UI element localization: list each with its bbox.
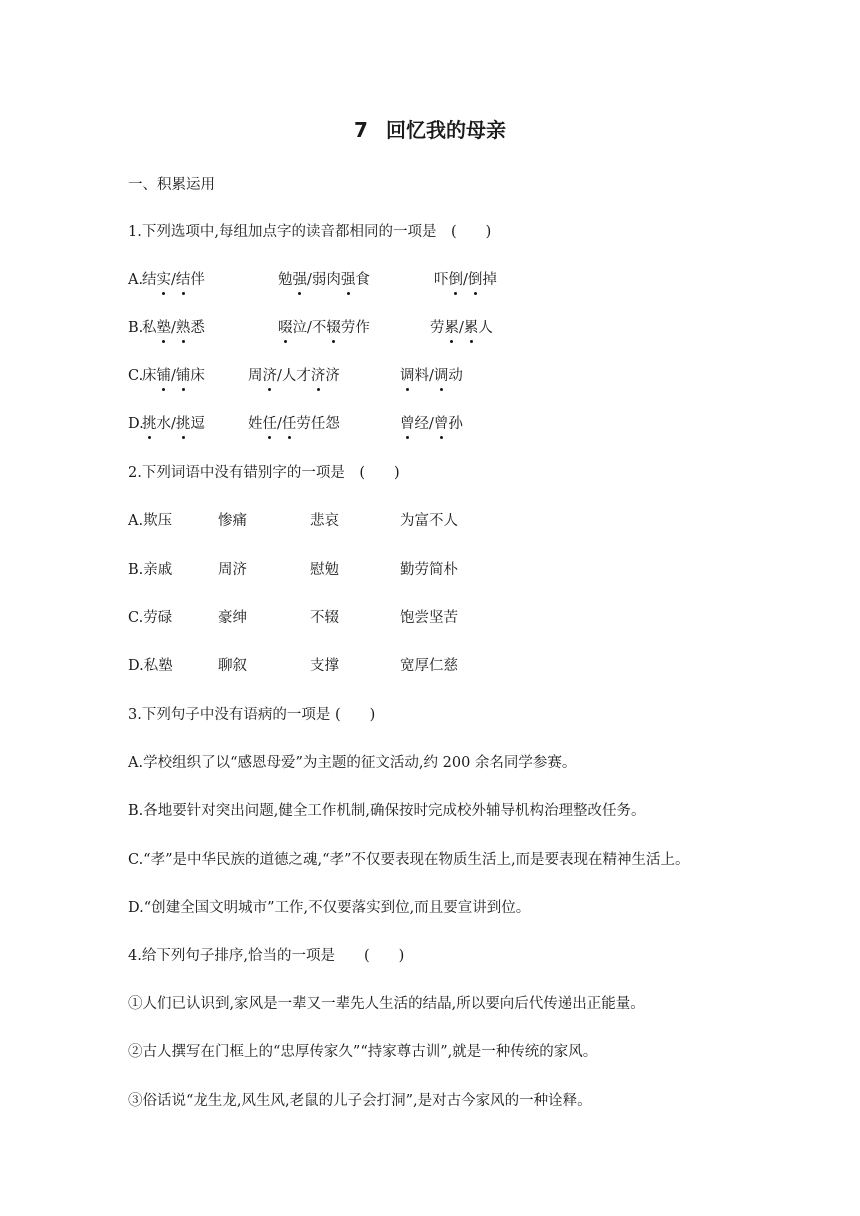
dotted-character: 曾 xyxy=(433,416,449,432)
question-1-stem: 1.下列选项中,每组加点字的读音都相同的一项是 ( ) xyxy=(128,224,492,240)
dotted-character: 铺 xyxy=(175,368,191,384)
option-word xyxy=(310,560,339,580)
word-pair-group xyxy=(400,414,463,434)
word-text: 饱尝坚苦 xyxy=(400,610,458,626)
option-label: A. xyxy=(128,272,144,288)
text-segment: 料/ xyxy=(414,368,434,384)
dotted-character: 任 xyxy=(262,416,277,432)
text-segment: / xyxy=(171,320,176,336)
option-word xyxy=(218,608,247,628)
option-word xyxy=(128,608,172,628)
word-pair-group xyxy=(278,270,370,290)
page-title xyxy=(0,116,860,144)
word-pair-group xyxy=(430,318,493,338)
dotted-character: 调 xyxy=(400,368,415,384)
dotted-character: 挑 xyxy=(175,416,191,432)
text-segment: /人才 xyxy=(277,368,311,384)
question-3-option-b: B.各地要针对突出问题,健全工作机制,确保按时完成校外辅导机构治理整改任务。 xyxy=(128,803,646,819)
question-3-stem: 3.下列句子中没有语病的一项是 ( ) xyxy=(128,707,376,723)
dotted-character: 塾 xyxy=(156,320,171,336)
dotted-character: 倒 xyxy=(467,272,483,288)
word-text: 支撑 xyxy=(310,658,339,674)
word-pair-group xyxy=(278,318,370,338)
text-segment: 床 xyxy=(190,368,205,384)
word-text: 欺压 xyxy=(143,513,173,529)
text-segment: 结 xyxy=(142,272,157,288)
word-pair-group xyxy=(142,318,205,338)
word-pair-group xyxy=(142,366,205,386)
option-label: A. xyxy=(128,513,144,529)
option-label: D. xyxy=(128,658,144,674)
word-text: 为富不人 xyxy=(400,513,458,529)
text-segment: / xyxy=(459,320,464,336)
word-pair-group xyxy=(248,366,340,386)
dotted-character: 济 xyxy=(310,368,326,384)
text-segment: 济 xyxy=(325,368,340,384)
option-word xyxy=(128,511,172,531)
option-word xyxy=(218,560,247,580)
text-segment: 泣/不 xyxy=(292,320,327,336)
dotted-character: 实 xyxy=(156,272,171,288)
word-text: 勤劳简朴 xyxy=(400,562,458,578)
dotted-character: 累 xyxy=(463,320,479,336)
text-segment: 动 xyxy=(448,368,463,384)
dotted-character: 辍 xyxy=(326,320,341,336)
question-4-sentence-3: ③俗话说“龙生龙,风生风,老鼠的儿子会打洞”,是对古今家风的一种诠释。 xyxy=(128,1093,592,1109)
option-word xyxy=(128,656,173,676)
text-segment: 水/ xyxy=(156,416,176,432)
text-segment: 悉 xyxy=(190,320,205,336)
text-segment: / xyxy=(277,416,282,432)
text-segment: 伴 xyxy=(190,272,205,288)
option-word xyxy=(310,511,339,531)
word-text: 豪绅 xyxy=(218,610,247,626)
text-segment: 经/ xyxy=(414,416,434,432)
question-2-stem: 2.下列词语中没有错别字的一项是 ( ) xyxy=(128,465,400,481)
question-3-option-d: D.“创建全国文明城市”工作,不仅要落实到位,而且要宣讲到位。 xyxy=(128,900,531,916)
text-segment: 周 xyxy=(248,368,263,384)
text-segment: / xyxy=(463,272,468,288)
option-word xyxy=(310,656,339,676)
option-label: B. xyxy=(128,320,144,336)
text-segment: 人 xyxy=(478,320,493,336)
option-word xyxy=(218,511,247,531)
option-label: D. xyxy=(128,416,144,432)
option-label: B. xyxy=(128,562,144,578)
option-word xyxy=(128,560,172,580)
word-text: 悲哀 xyxy=(310,513,339,529)
question-3-option-a: A.学校组织了以“感恩母爱”为主题的征文活动,约 200 余名同学参赛。 xyxy=(128,755,577,771)
text-segment: 私 xyxy=(142,320,157,336)
word-pair-group xyxy=(142,270,205,290)
text-segment: 劳 xyxy=(430,320,445,336)
text-segment: 逗 xyxy=(190,416,205,432)
dotted-character: 调 xyxy=(433,368,449,384)
word-pair-group xyxy=(400,366,463,386)
dotted-character: 济 xyxy=(262,368,277,384)
word-text: 慰勉 xyxy=(310,562,339,578)
option-word xyxy=(400,511,458,531)
text-segment: /弱肉 xyxy=(307,272,341,288)
dotted-character: 倒 xyxy=(448,272,463,288)
option-label: C. xyxy=(128,368,144,384)
dotted-character: 强 xyxy=(340,272,356,288)
dotted-character: 结 xyxy=(175,272,191,288)
word-text: 聊叙 xyxy=(218,658,247,674)
option-word xyxy=(400,608,458,628)
dotted-character: 任 xyxy=(281,416,297,432)
word-text: 劳碌 xyxy=(143,610,173,626)
word-text: 宽厚仁慈 xyxy=(400,658,458,674)
word-text: 不辍 xyxy=(310,610,339,626)
dotted-character: 曾 xyxy=(400,416,415,432)
word-pair-group xyxy=(434,270,497,290)
option-word xyxy=(218,656,247,676)
text-segment: 床 xyxy=(142,368,157,384)
text-segment: 掉 xyxy=(482,272,497,288)
word-pair-group xyxy=(248,414,340,434)
text-segment: / xyxy=(171,272,176,288)
text-segment: 劳任怨 xyxy=(296,416,340,432)
dotted-character: 熟 xyxy=(175,320,191,336)
text-segment: 食 xyxy=(355,272,370,288)
option-label: C. xyxy=(128,610,144,626)
lesson-title: 回忆我的母亲 xyxy=(385,118,506,142)
question-4-sentence-1: ①人们已认识到,家风是一辈又一辈先人生活的结晶,所以要向后代传递出正能量。 xyxy=(128,996,645,1012)
word-text: 惨痛 xyxy=(218,513,247,529)
section-heading: 一、积累运用 xyxy=(128,177,215,193)
word-text: 私塾 xyxy=(143,658,173,674)
dotted-character: 铺 xyxy=(156,368,171,384)
text-segment: 孙 xyxy=(448,416,463,432)
option-word xyxy=(310,608,339,628)
text-segment: 劳作 xyxy=(340,320,370,336)
dotted-character: 累 xyxy=(444,320,459,336)
option-word xyxy=(400,560,458,580)
question-4-stem: 4.给下列句子排序,恰当的一项是 ( ) xyxy=(128,948,405,964)
text-segment: / xyxy=(171,368,176,384)
dotted-character: 啜 xyxy=(278,320,293,336)
word-pair-group xyxy=(142,414,205,434)
dotted-character: 强 xyxy=(292,272,307,288)
word-text: 周济 xyxy=(218,562,247,578)
option-word xyxy=(400,656,458,676)
lesson-number: 7 xyxy=(354,118,368,142)
text-segment: 勉 xyxy=(278,272,293,288)
word-text: 亲戚 xyxy=(143,562,173,578)
text-segment: 吓 xyxy=(434,272,449,288)
question-4-sentence-2: ②古人撰写在门框上的“忠厚传家久”“持家尊古训”,就是一种传统的家风。 xyxy=(128,1044,598,1060)
dotted-character: 挑 xyxy=(142,416,157,432)
question-3-option-c: C.“孝”是中华民族的道德之魂,“孝”不仅要表现在物质生活上,而是要表现在精神生活上。 xyxy=(128,852,690,868)
text-segment: 姓 xyxy=(248,416,263,432)
